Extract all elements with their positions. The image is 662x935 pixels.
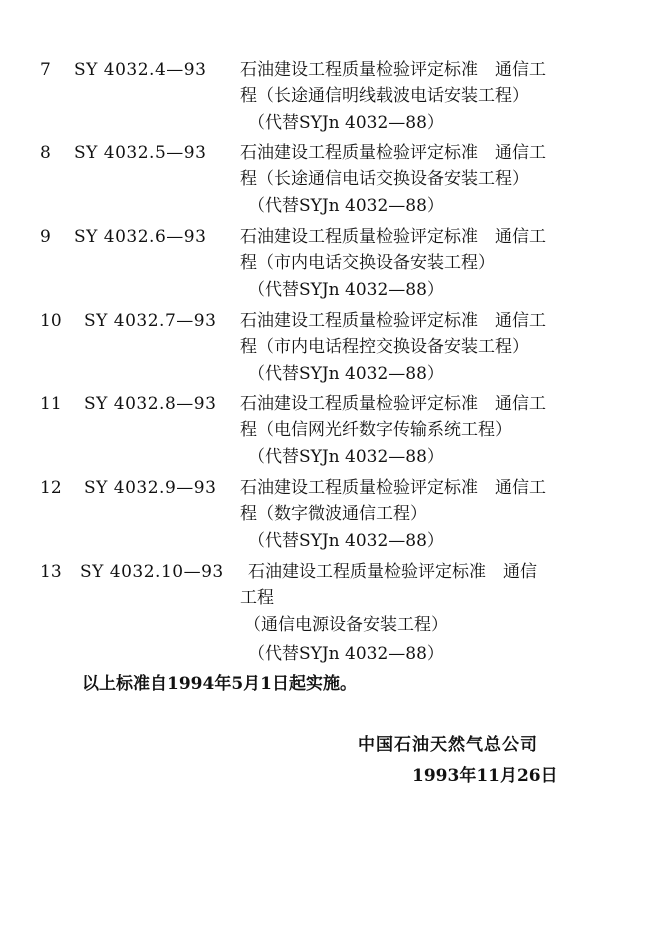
standard-code: SY 4032.10—93: [80, 562, 224, 582]
standard-entry-10: [0, 311, 662, 395]
standard-code: SY 4032.7—93: [84, 311, 217, 331]
standard-title-line2: 程（数字微波通信工程）: [240, 504, 427, 524]
standard-title-line1: 石油建设工程质量检验评定标准 通信: [248, 562, 537, 582]
entry-number: 12: [40, 478, 62, 498]
standard-title-line1: 石油建设工程质量检验评定标准 通信工: [240, 478, 546, 498]
issue-date: 1993年11月26日: [412, 766, 558, 786]
entry-number: 8: [40, 143, 51, 163]
standard-title-line1: 石油建设工程质量检验评定标准 通信工: [240, 227, 546, 247]
standard-entry-9: [0, 227, 662, 311]
replaces-note: （代替SYJn 4032—88）: [248, 364, 444, 384]
entry-number: 7: [40, 60, 51, 80]
standard-title-line1: 石油建设工程质量检验评定标准 通信工: [240, 394, 546, 414]
replaces-note: （代替SYJn 4032—88）: [248, 447, 444, 467]
entry-number: 9: [40, 227, 51, 247]
standard-title-line2: 程（长途通信明线载波电话安装工程）: [240, 86, 529, 106]
standard-title-line2: 程（市内电话交换设备安装工程）: [240, 253, 495, 273]
standard-title-line1: 石油建设工程质量检验评定标准 通信工: [240, 60, 546, 80]
standard-title-line1: 石油建设工程质量检验评定标准 通信工: [240, 143, 546, 163]
standard-title-line2: 程（电信网光纤数字传输系统工程）: [240, 420, 512, 440]
standard-entry-12: [0, 478, 662, 562]
standard-entry-7: [0, 60, 662, 144]
standard-title-line1: 石油建设工程质量检验评定标准 通信工: [240, 311, 546, 331]
standard-title-line3: （通信电源设备安装工程）: [244, 615, 448, 635]
replaces-note: （代替SYJn 4032—88）: [248, 280, 444, 300]
standard-entry-8: [0, 143, 662, 227]
entry-number: 13: [40, 562, 62, 582]
standard-code: SY 4032.8—93: [84, 394, 217, 414]
entry-number: 11: [40, 394, 62, 414]
standard-entry-13: [0, 562, 662, 672]
replaces-note: （代替SYJn 4032—88）: [248, 531, 444, 551]
replaces-note: （代替SYJn 4032—88）: [248, 196, 444, 216]
standard-code: SY 4032.5—93: [74, 143, 207, 163]
standard-code: SY 4032.4—93: [74, 60, 207, 80]
standard-title-line2: 程（长途通信电话交换设备安装工程）: [240, 169, 529, 189]
issuer-name: 中国石油天然气总公司: [358, 735, 538, 755]
replaces-note: （代替SYJn 4032—88）: [248, 113, 444, 133]
standard-code: SY 4032.6—93: [74, 227, 207, 247]
standard-entry-11: [0, 394, 662, 478]
standard-title-line2: 程（市内电话程控交换设备安装工程）: [240, 337, 529, 357]
standard-title-line2: 工程: [240, 588, 274, 608]
effective-date-note: 以上标准自1994年5月1日起实施。: [82, 674, 357, 694]
entry-number: 10: [40, 311, 62, 331]
replaces-note: （代替SYJn 4032—88）: [248, 644, 444, 664]
standard-code: SY 4032.9—93: [84, 478, 217, 498]
